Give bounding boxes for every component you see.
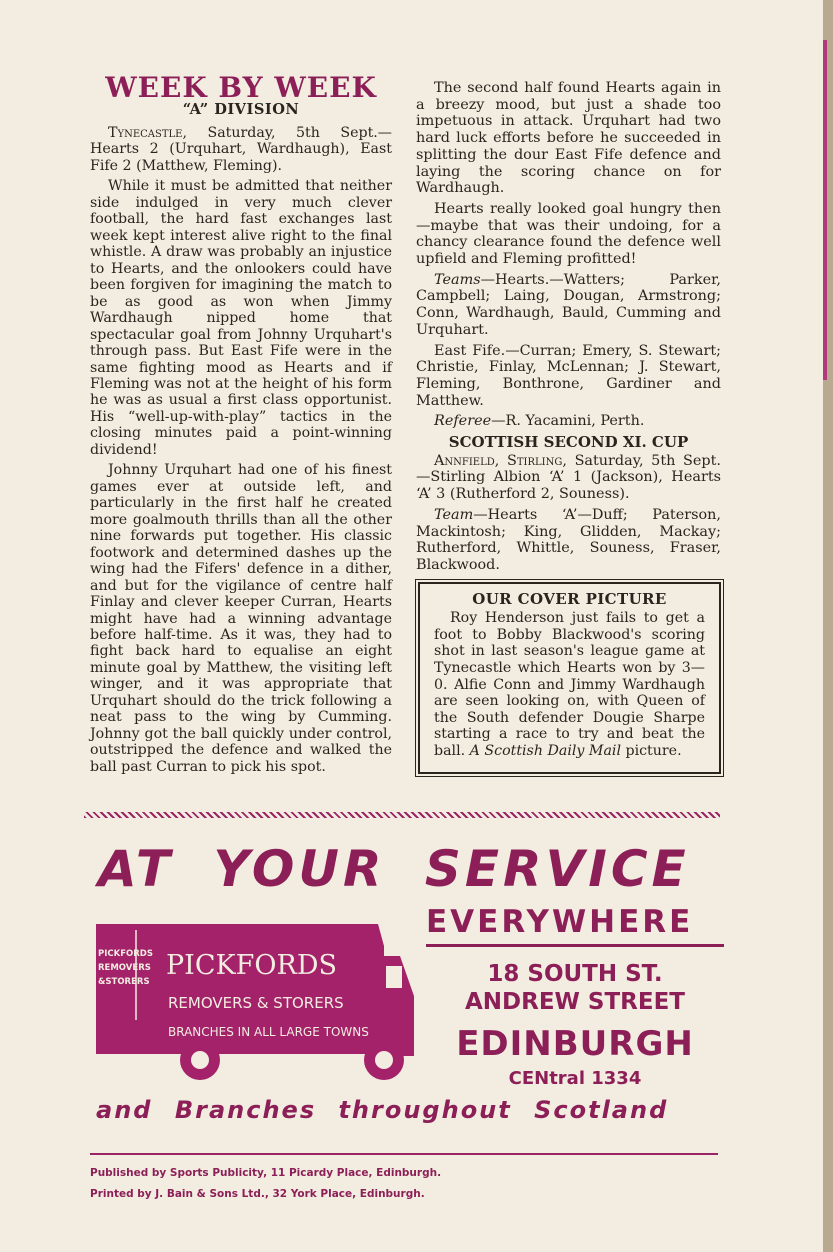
cup-heading: SCOTTISH SECOND XI. CUP [448, 433, 689, 452]
venue: Tynecastle [108, 124, 183, 141]
van-side-text-2: REMOVERS [98, 963, 151, 973]
referee [416, 413, 721, 430]
van-side-text-1: PICKFORDS [98, 949, 153, 959]
van-line-1: REMOVERS & STORERS [168, 994, 344, 1012]
van-line-2: BRANCHES IN ALL LARGE TOWNS [168, 1025, 369, 1039]
printer-line: Printed by J. Bain & Sons Ltd., 32 York Place, Edinburgh. [90, 1188, 425, 1200]
article-column-left [90, 71, 392, 779]
van-side-text-3: &STORERS [98, 977, 150, 987]
cup-result [416, 453, 721, 503]
cup-team-label: Team [434, 506, 474, 523]
cover-text: Roy Henderson just fails to get a foot to Bobby Blackwood's scoring shot in last season's league game at Tynecastle which Hearts won by 3—0. Alfie Conn and Jimmy Wardhaugh are seen looking on, with Queen of the South defender Dougie Sharpe starting a race to try and beat the ball. [434, 610, 705, 760]
referee-text: —R. Yacamini, Perth. [491, 413, 645, 430]
teams-eastfife: East Fife.—Curran; Emery, S. Stewart; Christie, Finlay, McLennan; J. Stewart, Fleming, Bonthrone, Gardiner and Matthew. [416, 342, 721, 409]
cup-venue: Annfield, Stirling [434, 452, 563, 469]
teams-hearts [416, 272, 721, 339]
removal-van-illustration [88, 916, 418, 1082]
referee-label: Referee [434, 413, 492, 430]
cover-credit: A Scottish Daily Mail [469, 743, 621, 760]
advert-address-line-2: ANDREW STREET [464, 989, 686, 1015]
report-paragraph-4: Hearts really looked goal hungry then—maybe that was their undoing, for a chancy clearance found the defence well upfield and Fleming profitted! [416, 200, 721, 268]
teams-hearts-text: —Hearts.—Watters; Parker, Campbell; Laing, Dougan, Armstrong; Conn, Wardhaugh, Bauld, Cumming and Urquhart. [416, 271, 721, 338]
cup-line: , Saturday, 5th Sept.—Stirling Albion ‘A’ 1 (Jackson), Hearts ‘A’ 3 (Rutherford 2, Souness). [416, 452, 721, 503]
van-brand: PICKFORDS [166, 950, 338, 981]
advert-city: EDINBURGH [456, 1024, 694, 1064]
decorative-rule [84, 812, 720, 818]
imprint [90, 1163, 441, 1205]
report-paragraph-3: The second half found Hearts again in a breezy mood, but just a shade too impetuous in attack. Urquhart had two hard luck efforts before he succeeded in splitting the dour East Fife defence and laying the scoring chance on for Wardhaugh. [416, 80, 721, 197]
article-column-right [416, 80, 721, 774]
cup-team-text: —Hearts ‘A’—Duff; Paterson, Mackintosh; King, Glidden, Mackay; Rutherford, Whittle, Souness, Fraser, Blackwood. [416, 506, 721, 573]
van-window [386, 966, 402, 988]
cover-picture-box [418, 582, 721, 774]
report-paragraph-2: Johnny Urquhart had one of his finest games ever at outside left, and particularly in the first half he created more goalmouth thrills than all the other nine forwards put together. His classic footwork and determined dashes up the wing had the Fifers' defence in a dither, and but for the vigilance of centre half Finlay and clever keeper Curran, Hearts might have had a winning advantage before half-time. As it was, they had to fight back hard to equalise an eight minute goal by Matthew, the visiting left winger, and it was appropriate that Urquhart should do the trick following a neat pass to the wing by Cumming. Johnny got the ball quickly under control, outstripped the defence and walked the ball past Curran to pick his spot. [90, 462, 392, 775]
footer-rule [90, 1153, 718, 1155]
cover-caption [434, 610, 705, 759]
advert-address [430, 960, 720, 1016]
advert-phone: CENtral 1334 [508, 1068, 642, 1089]
advert-everywhere: EVERYWHERE [426, 904, 694, 940]
report-paragraph-1: While it must be admitted that neither side indulged in very much clever football, the hard fast exchanges last week kept interest alive right to the final whistle. A draw was probably an injustice to Hearts, and the onlookers could have been forgiven for imagining the match to be as good as won when Jimmy Wardhaugh nipped home that spectacular goal from Johnny Urquhart's through pass. But East Fife were in the same fighting mood as Hearts and if Fleming was not at the height of his form he was as usual a first class opportunist. His “well-up-with-play” tactics in the closing minutes paid a point-winning dividend! [90, 178, 392, 458]
publisher-line: Published by Sports Publicity, 11 Picardy Place, Edinburgh. [90, 1167, 442, 1179]
cup-team [416, 507, 721, 574]
advert-address-line-1: 18 SOUTH ST. [487, 961, 663, 987]
cover-edge-strip [823, 40, 827, 380]
advert-headline: AT YOUR SERVICE [98, 840, 690, 898]
teams-label: Teams [434, 271, 481, 288]
match-result [90, 125, 392, 174]
van-hub-front [375, 1051, 393, 1069]
division-subhead: “A” DIVISION [182, 101, 300, 119]
van-hub-rear [191, 1051, 209, 1069]
advert-branches: and Branches throughout Scotland [96, 1096, 669, 1124]
article-headline: WEEK BY WEEK [105, 71, 377, 104]
cover-title: OUR COVER PICTURE [472, 589, 667, 608]
cover-credit-tail: picture. [620, 743, 682, 760]
advert-underline [426, 944, 724, 947]
match-line: , Saturday, 5th Sept.—Hearts 2 (Urquhart, Wardhaugh), East Fife 2 (Matthew, Fleming). [90, 124, 392, 174]
